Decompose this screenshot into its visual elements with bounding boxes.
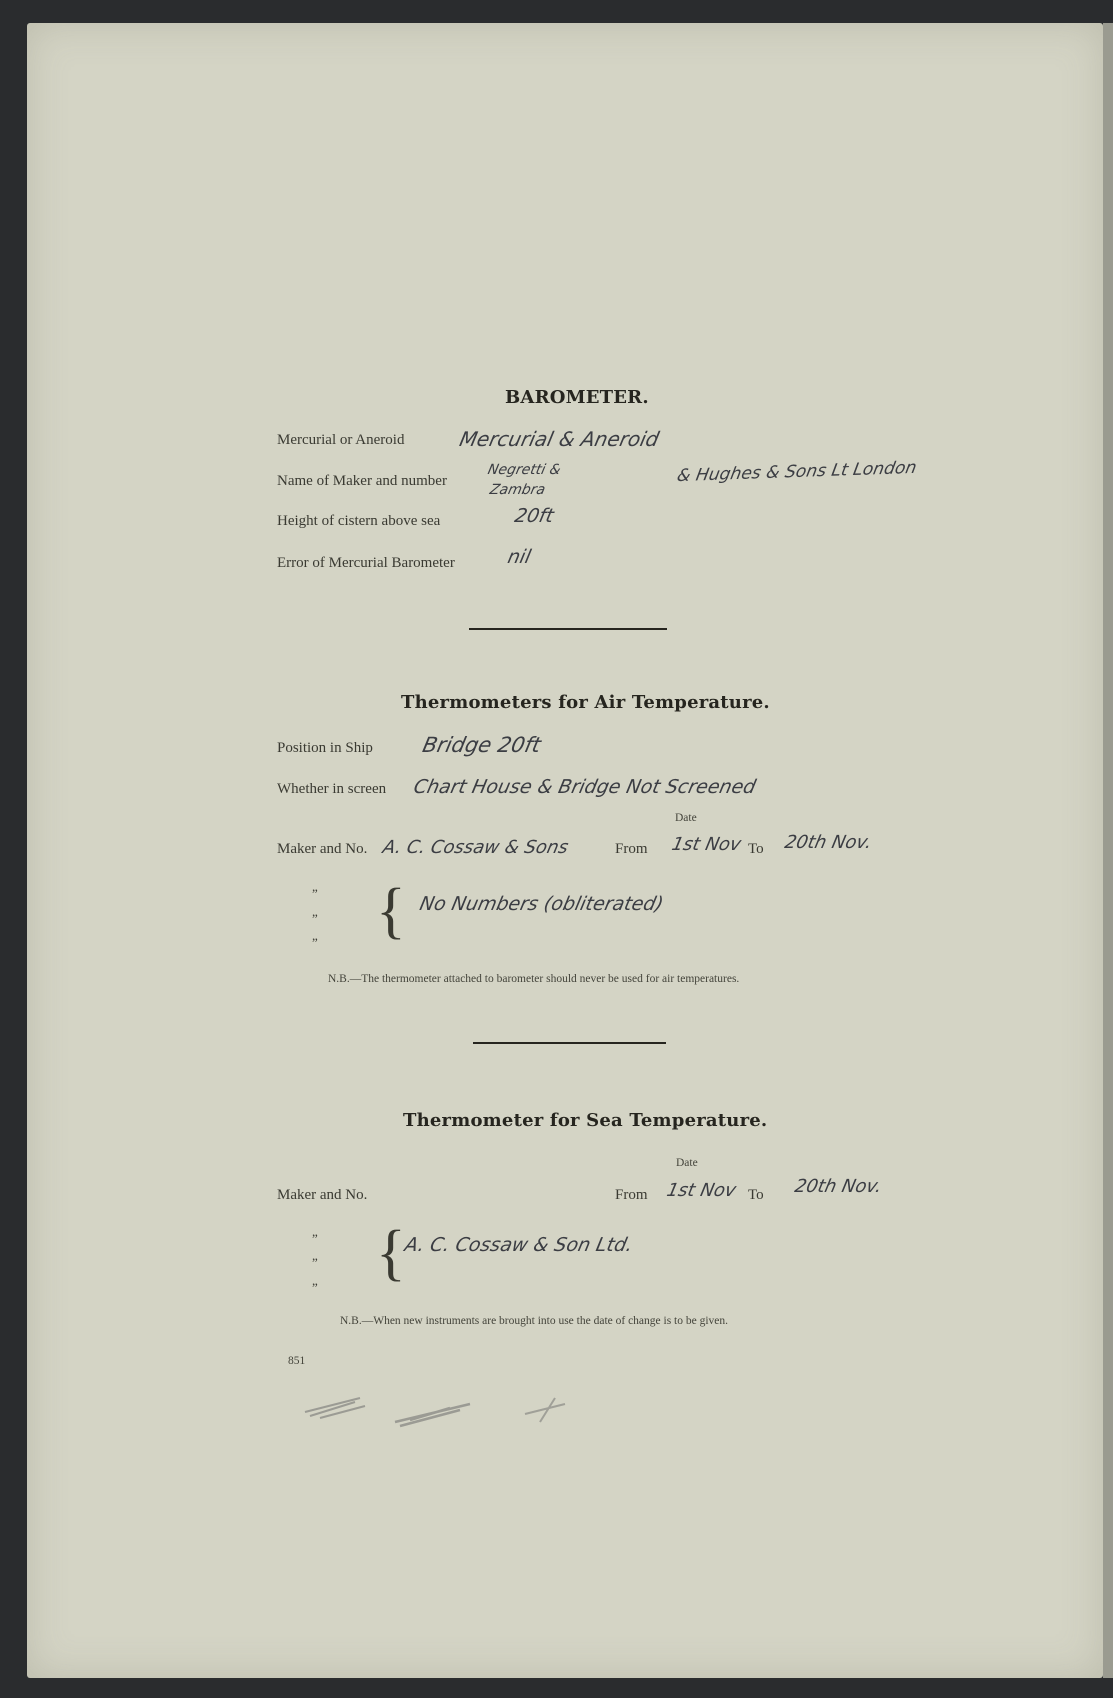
maker-value-extra: & Hughes & Sons Lt London: [675, 457, 919, 487]
air-maker-value: A. C. Cossaw & Sons: [380, 837, 571, 858]
position-label: Position in Ship: [277, 740, 373, 756]
form-number: 851: [288, 1355, 306, 1367]
ditto-mark: ”: [312, 935, 318, 950]
brace: {: [376, 877, 406, 945]
screen-label: Whether in screen: [277, 781, 387, 797]
ditto-mark: ”: [312, 1280, 318, 1295]
ditto-mark: ”: [312, 1255, 318, 1270]
maker-value-line1: Negretti &: [486, 462, 563, 478]
sea-note: N.B.—When new instruments are brought into use the date of change is to be given.: [340, 1315, 729, 1327]
air-date-label: Date: [675, 812, 697, 824]
error-label: Error of Mercurial Barometer: [277, 555, 455, 571]
brace: {: [376, 1219, 406, 1287]
screen-value: Chart House & Bridge Not Screened: [411, 776, 758, 798]
barometer-heading: BAROMETER.: [505, 387, 649, 408]
ditto-mark: ”: [312, 886, 318, 901]
air-maker-label: Maker and No.: [277, 841, 368, 857]
maker-value-line2: Zambra: [488, 482, 547, 498]
sea-from-label: From: [615, 1187, 648, 1203]
sea-to-label: To: [748, 1187, 764, 1203]
sea-maker-label: Maker and No.: [277, 1187, 368, 1203]
height-value: 20ft: [512, 505, 556, 527]
section-divider: [473, 1042, 666, 1044]
ditto-mark: ”: [312, 1231, 318, 1246]
air-from-value: 1st Nov: [669, 834, 743, 855]
page-edge: [1103, 23, 1113, 1678]
section-divider: [469, 628, 667, 630]
air-note: N.B.—The thermometer attached to barometer should never be used for air temperatures.: [328, 973, 740, 985]
air-to-value: 20th Nov.: [782, 832, 874, 853]
mercurial-value: Mercurial & Aneroid: [457, 427, 662, 451]
sea-maker-value: A. C. Cossaw & Son Ltd.: [402, 1234, 635, 1256]
ditto-mark: ”: [312, 911, 318, 926]
sea-from-value: 1st Nov: [664, 1180, 738, 1201]
mercurial-label: Mercurial or Aneroid: [277, 432, 405, 448]
air-numbers-value: No Numbers (obliterated): [417, 893, 666, 915]
scribble-marks: [300, 1380, 590, 1440]
sea-date-label: Date: [676, 1157, 698, 1169]
sea-to-value: 20th Nov.: [792, 1176, 884, 1197]
maker-label: Name of Maker and number: [277, 473, 447, 489]
height-label: Height of cistern above sea: [277, 513, 441, 529]
air-from-label: From: [615, 841, 648, 857]
error-value: nil: [505, 546, 533, 568]
sea-heading: Thermometer for Sea Temperature.: [403, 1110, 768, 1131]
position-value: Bridge 20ft: [420, 733, 544, 757]
air-to-label: To: [748, 841, 764, 857]
air-heading: Thermometers for Air Temperature.: [401, 692, 770, 713]
